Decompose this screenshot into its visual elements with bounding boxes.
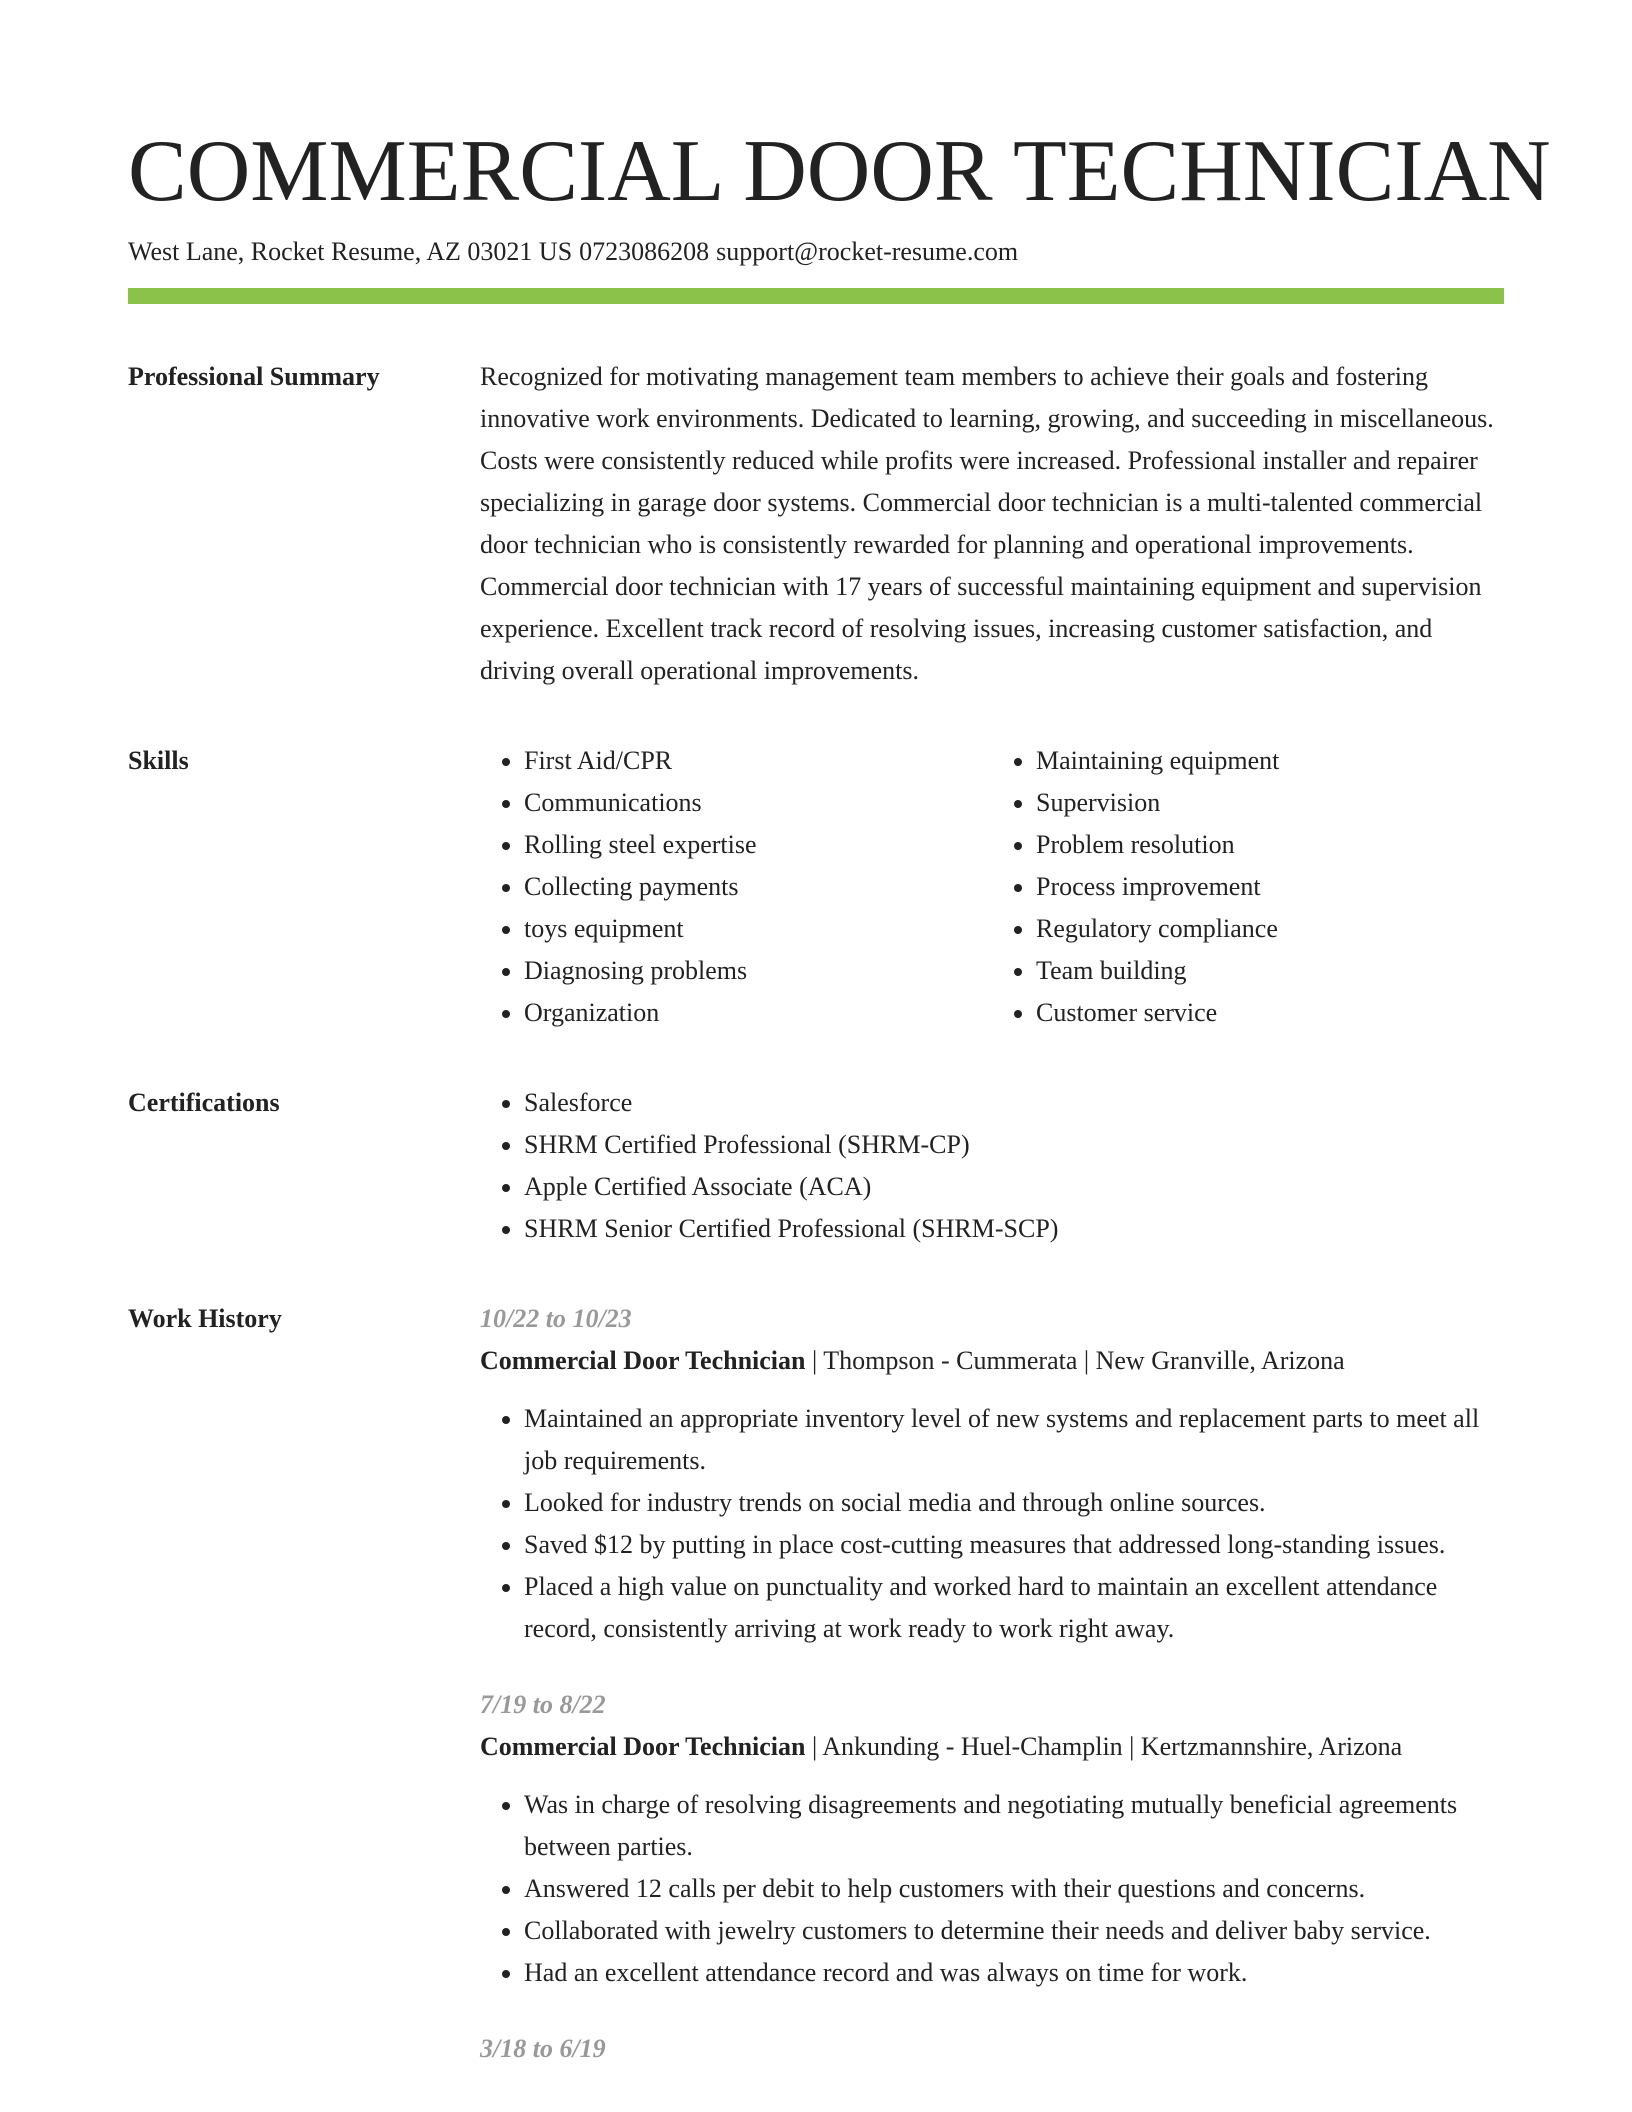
job-bullets (480, 1398, 1504, 1650)
header-divider (128, 288, 1504, 304)
skill-item: • First Aid/CPR (524, 740, 992, 782)
job-header (480, 1726, 1504, 1768)
skill-item: • toys equipment (524, 908, 992, 950)
job-bullet: • Placed a high value on punctuality and worked hard to maintain an excellent attendance record, consistently arriving at work ready to work right away. (524, 1566, 1504, 1650)
certifications-heading: Certifications (128, 1088, 280, 1117)
skill-item: • Diagnosing problems (524, 950, 992, 992)
summary-text: Recognized for motivating management team members to achieve their goals and fostering innovative work environments. Dedicated to learning, growing, and succeeding in miscellaneous. Costs were consistently reduced while profits were increased. Professional installer and repairer specializing in garage door systems. Commercial door technician is a multi-talented commercial door technician who is consistently rewarded for planning and operational improvements. Commercial door technician with 17 years of successful maintaining equipment and supervision experience. Excellent track record of resolving issues, increasing customer satisfaction, and driving overall operational improvements. (480, 362, 1494, 685)
certifications-section (128, 1082, 1504, 1250)
job-title: Commercial Door Technician (480, 1732, 806, 1761)
job-bullet: • Saved $12 by putting in place cost-cutting measures that addressed long-standing issues. (524, 1524, 1504, 1566)
skill-item: • Team building (1036, 950, 1504, 992)
summary-heading: Professional Summary (128, 362, 380, 391)
job-bullet: • Maintained an appropriate inventory level of new systems and replacement parts to meet all job requirements. (524, 1398, 1504, 1482)
skill-item: • Organization (524, 992, 992, 1034)
job-bullet: • Had an excellent attendance record and was always on time for work. (524, 1952, 1504, 1994)
job-title: Commercial Door Technician (480, 1346, 806, 1375)
skill-item: • Rolling steel expertise (524, 824, 992, 866)
job-bullets (480, 1784, 1504, 1994)
contact-email: support@rocket-resume.com (716, 237, 1019, 266)
skills-heading: Skills (128, 746, 189, 775)
certification-item: • Apple Certified Associate (ACA) (524, 1166, 1504, 1208)
skills-list-right (992, 740, 1504, 1034)
work-history-heading: Work History (128, 1304, 282, 1333)
certification-item: • SHRM Senior Certified Professional (SHRM-SCP) (524, 1208, 1504, 1250)
job-bullet: • Answered 12 calls per debit to help customers with their questions and concerns. (524, 1868, 1504, 1910)
candidate-name: COMMERCIAL DOOR TECHNICIAN (128, 123, 1551, 220)
skill-item: • Communications (524, 782, 992, 824)
job-dates: 7/19 to 8/22 (480, 1690, 606, 1719)
contact-phone: 0723086208 (579, 237, 710, 266)
skill-item: • Process improvement (1036, 866, 1504, 908)
contact-line (128, 236, 1504, 268)
skill-item: • Collecting payments (524, 866, 992, 908)
job-bullet: • Looked for industry trends on social media and through online sources. (524, 1482, 1504, 1524)
skill-item: • Supervision (1036, 782, 1504, 824)
skill-item: • Maintaining equipment (1036, 740, 1504, 782)
resume-page (128, 118, 1551, 2104)
skill-item: • Problem resolution (1036, 824, 1504, 866)
work-history-section (128, 1298, 1504, 2104)
skill-item: • Regulatory compliance (1036, 908, 1504, 950)
skill-item: • Customer service (1036, 992, 1504, 1034)
job-details: | Thompson - Cummerata | New Granville, Arizona (805, 1346, 1345, 1375)
skills-list-left (480, 740, 992, 1034)
job-header (480, 1340, 1504, 1382)
summary-section (128, 356, 1504, 692)
job-dates: 10/22 to 10/23 (480, 1304, 632, 1333)
job-entry (480, 1298, 1504, 1650)
job-details: | Ankunding - Huel-Champlin | Kertzmannshire, Arizona (805, 1732, 1403, 1761)
certification-item: • SHRM Certified Professional (SHRM-CP) (524, 1124, 1504, 1166)
job-bullet: • Was in charge of resolving disagreements and negotiating mutually beneficial agreements between parties. (524, 1784, 1504, 1868)
job-bullet: • Collaborated with jewelry customers to determine their needs and deliver baby service. (524, 1910, 1504, 1952)
job-dates: 3/18 to 6/19 (480, 2034, 606, 2063)
certifications-list (480, 1082, 1504, 1250)
skills-section (128, 740, 1504, 1034)
contact-address: West Lane, Rocket Resume, AZ 03021 US (128, 237, 573, 266)
job-entry (480, 2028, 1504, 2070)
job-entry (480, 1684, 1504, 1994)
certification-item: • Salesforce (524, 1082, 1504, 1124)
